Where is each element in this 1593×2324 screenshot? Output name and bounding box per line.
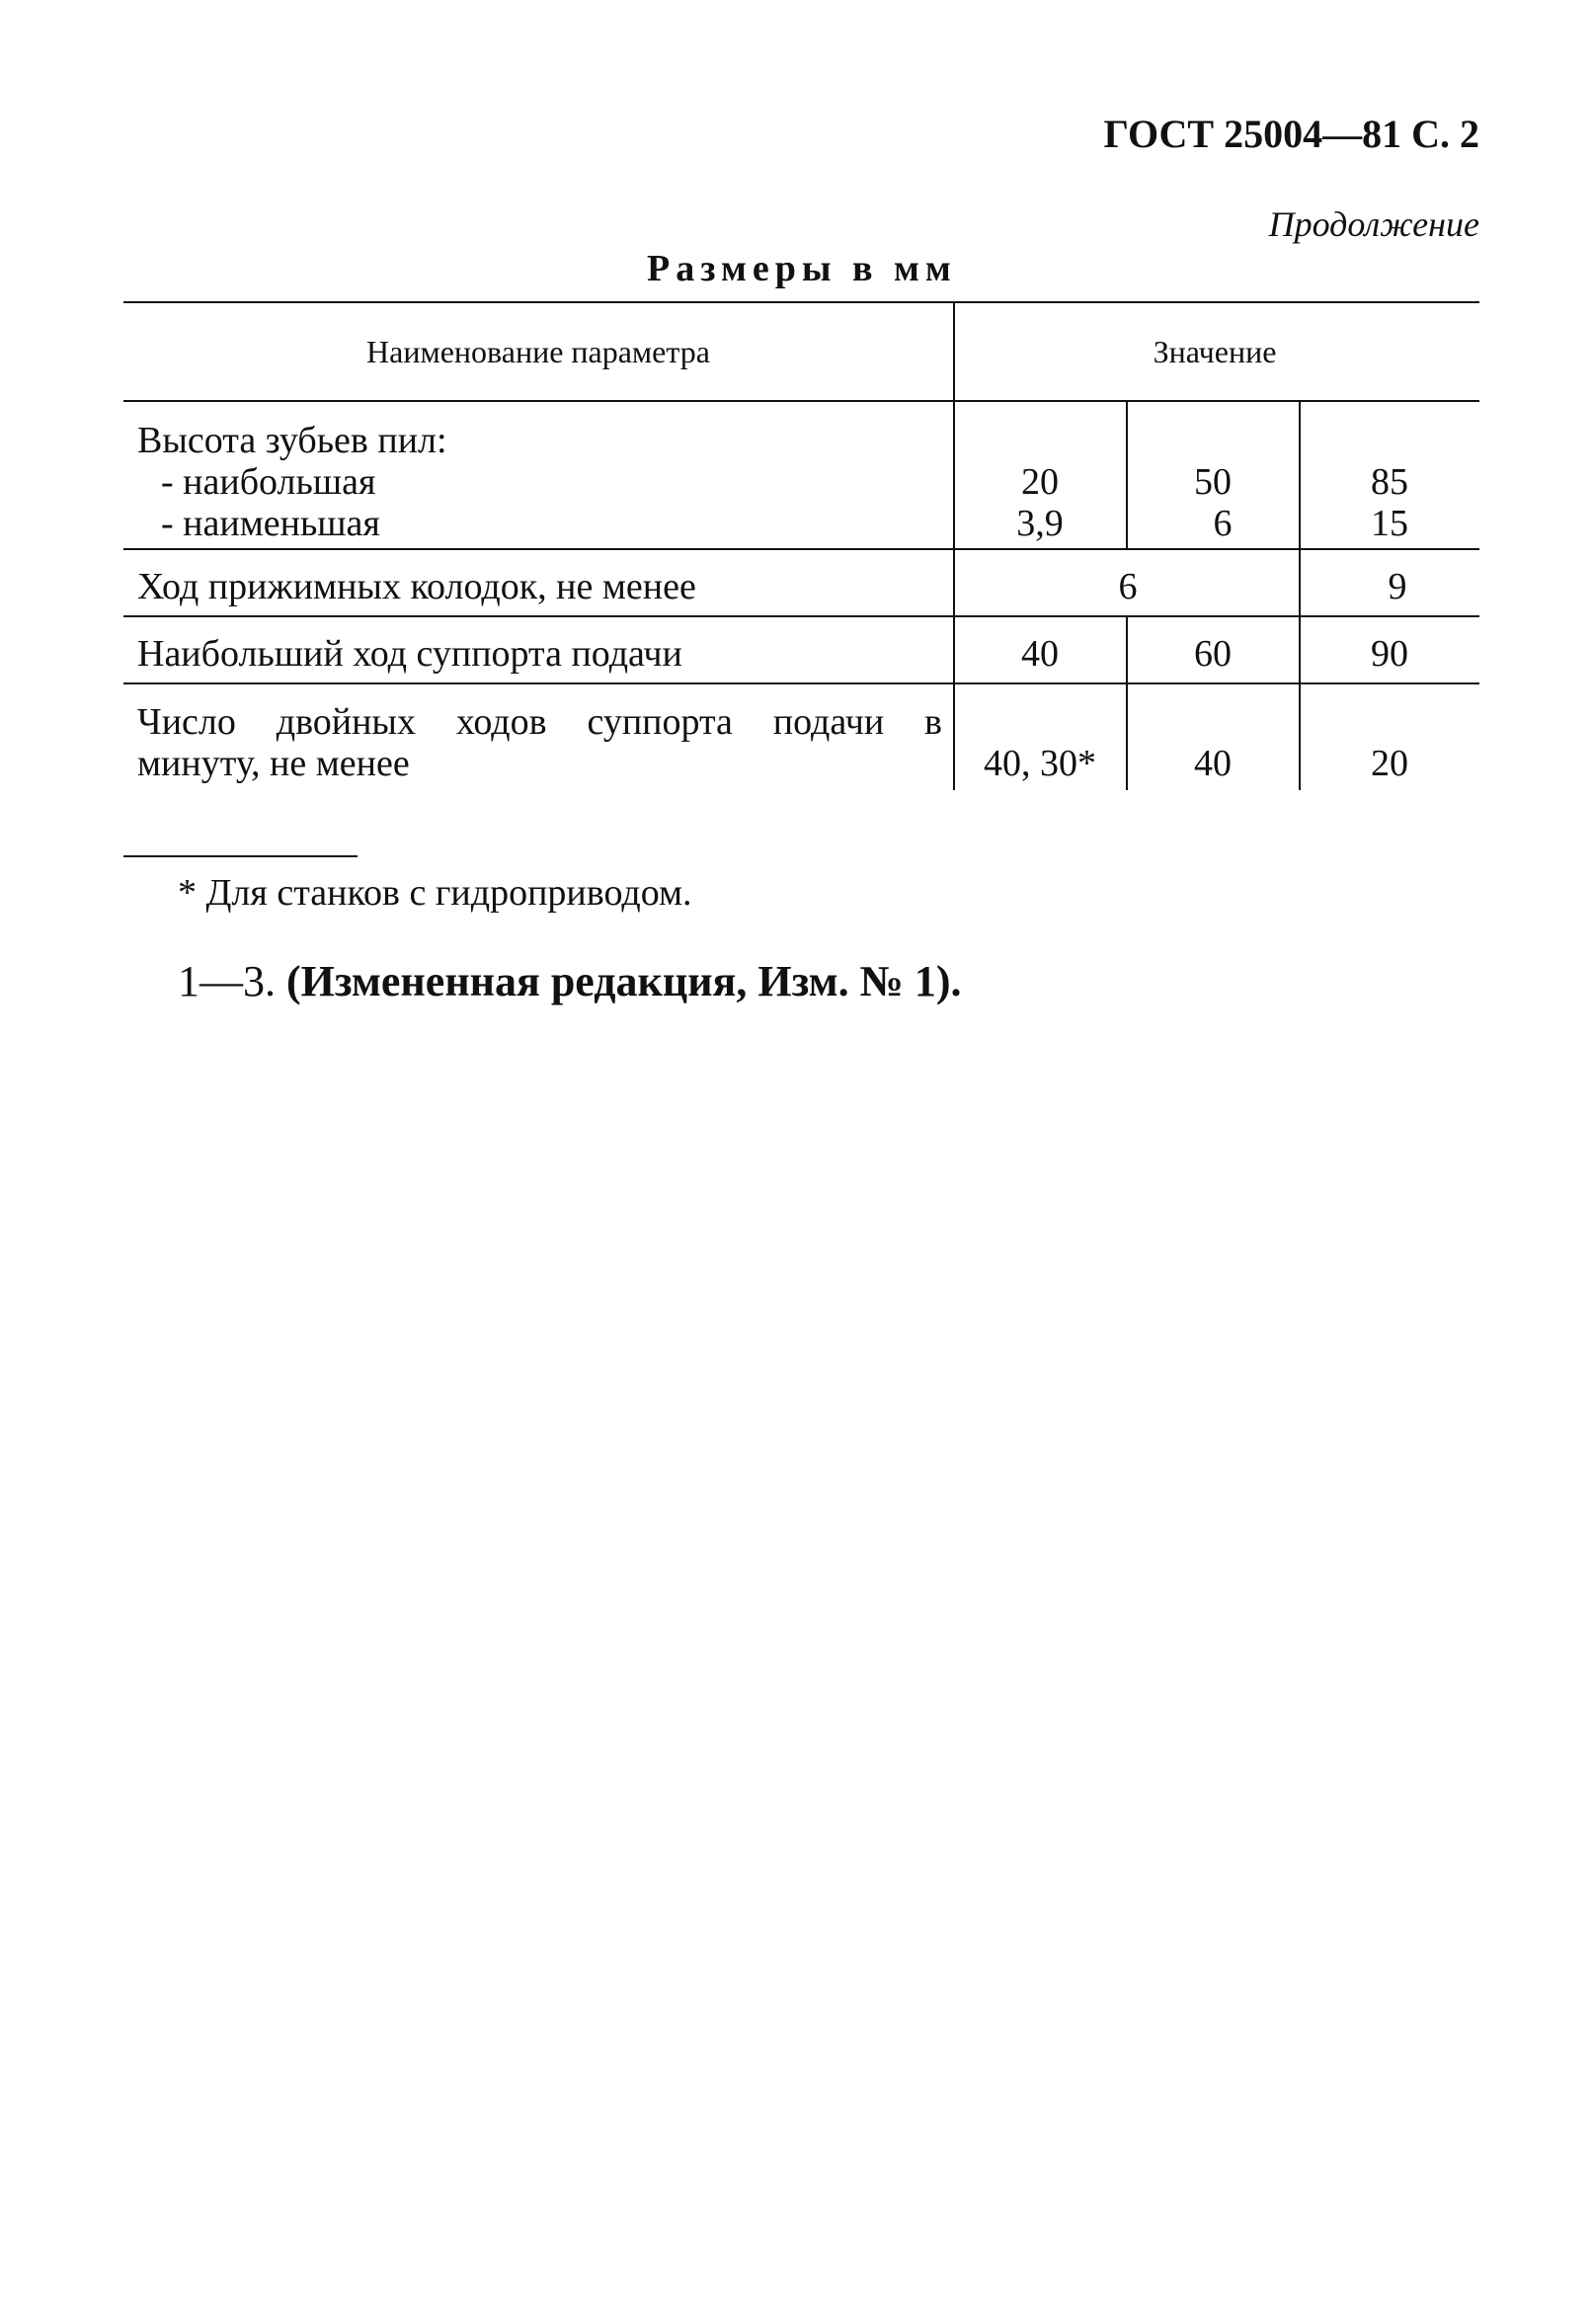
table-cell: 60	[1194, 633, 1232, 675]
table-divider	[1126, 615, 1128, 790]
row-label: Число двойных ходов суппорта подачи в	[137, 701, 942, 743]
table-cell: 40, 30*	[984, 743, 1096, 784]
table-rule	[123, 548, 1479, 550]
amendment-prefix: 1—3.	[178, 957, 276, 1005]
table-cell: 3,9	[1016, 503, 1064, 544]
table-cell: 90	[1371, 633, 1408, 675]
table-cell: 85	[1371, 461, 1408, 503]
table-cell: 20	[1371, 743, 1408, 784]
table-cell: 9	[1388, 566, 1407, 607]
table-cell: 50	[1194, 461, 1232, 503]
table-divider	[953, 301, 955, 790]
footnote-rule	[123, 855, 358, 857]
amendment-note	[178, 956, 961, 1006]
row-label: Высота зубьев пил:	[137, 420, 447, 461]
table-divider	[1299, 400, 1301, 790]
page-header: ГОСТ 25004—81 С. 2	[1103, 112, 1479, 156]
table-rule-top	[123, 301, 1479, 303]
table-rule	[123, 615, 1479, 617]
table-rule-header	[123, 400, 1479, 402]
footnote: * Для станков с гидроприводом.	[178, 872, 692, 914]
table-rule	[123, 682, 1479, 684]
table-cell: 20	[1021, 461, 1059, 503]
table-cell: 15	[1371, 503, 1408, 544]
continuation-label: Продолжение	[1268, 204, 1479, 244]
row-label: Наибольший ход суппорта подачи	[137, 633, 682, 675]
units-caption: Размеры в мм	[647, 248, 957, 289]
table-cell: 6	[1213, 503, 1233, 544]
column-header-parameter: Наименование параметра	[366, 334, 710, 369]
amendment-text: (Измененная редакция, Изм. № 1).	[286, 957, 962, 1005]
parameters-table	[123, 301, 1479, 790]
table-divider	[1126, 400, 1128, 548]
row-sublabel: - наименьшая	[161, 503, 380, 544]
row-label: минуту, не менее	[137, 743, 410, 784]
row-sublabel: - наибольшая	[161, 461, 376, 503]
table-cell: 40	[1021, 633, 1059, 675]
table-cell: 40	[1194, 743, 1232, 784]
column-header-value: Значение	[1153, 334, 1277, 369]
row-label: Ход прижимных колодок, не менее	[137, 566, 696, 607]
table-cell: 6	[1118, 566, 1138, 607]
